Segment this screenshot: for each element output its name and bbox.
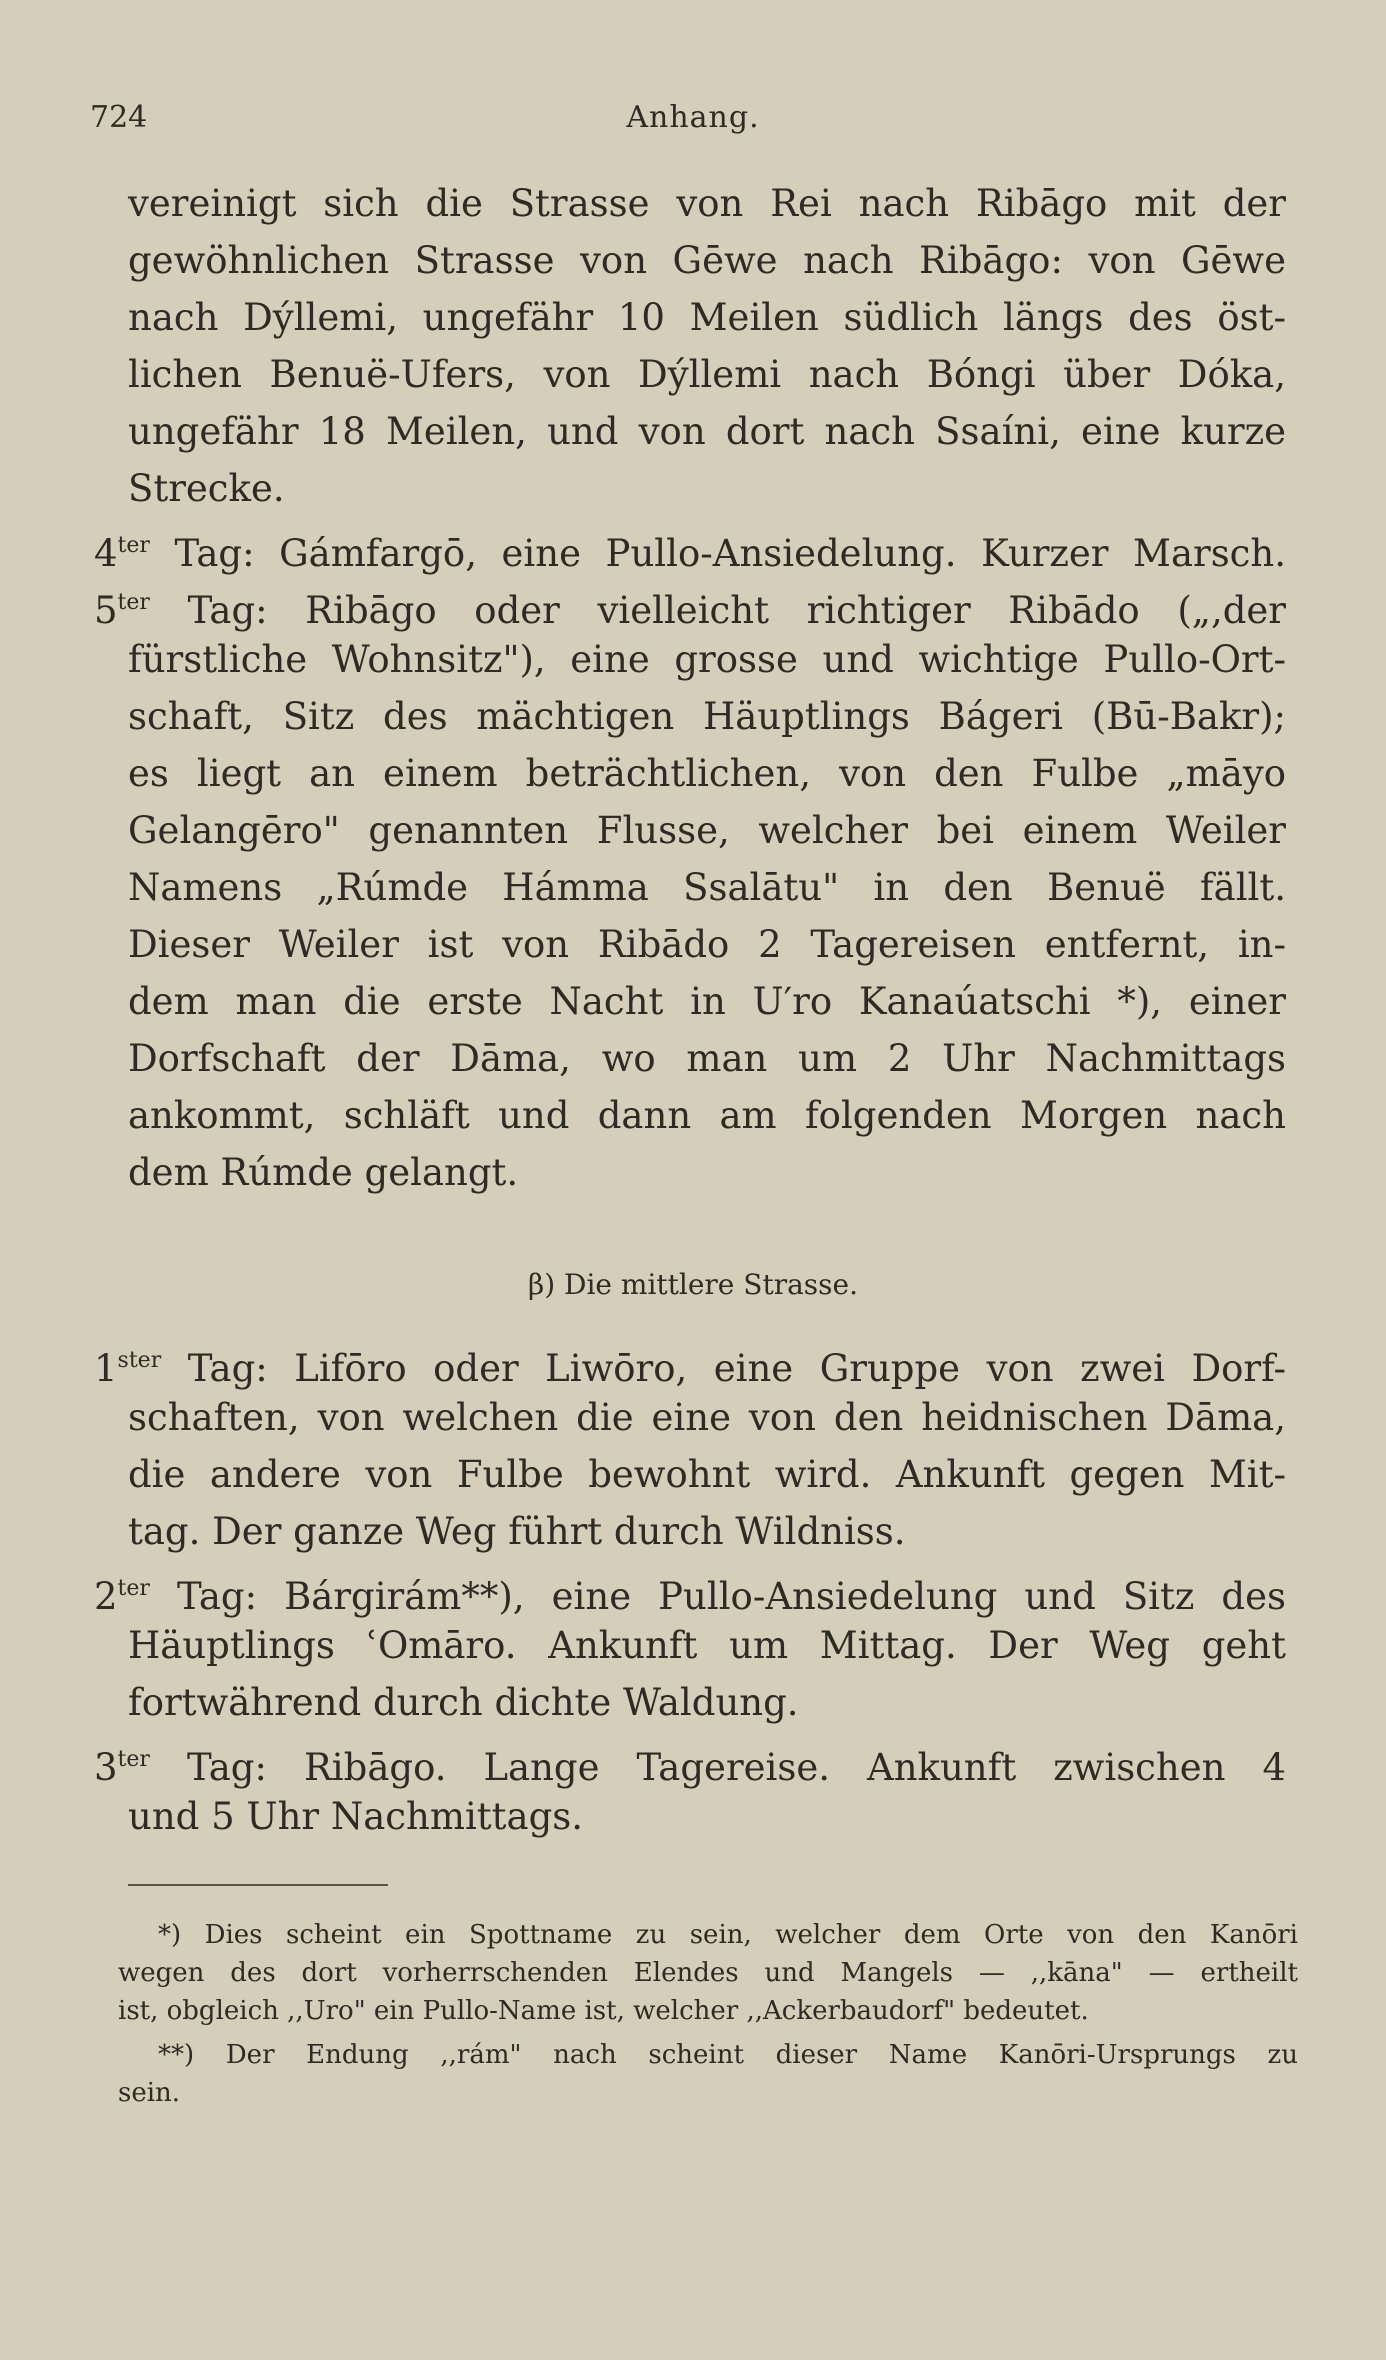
- text-line: Strecke.: [128, 467, 285, 510]
- footnote-line: ist, obgleich ,,Uro" ein Pullo-Name ist, welcher ,,Ackerbaudorf" bedeutet.: [118, 1996, 1089, 2026]
- text-line: Dieser Weiler ist von Ribādo 2 Tagereisen entfernt, in-: [128, 923, 1286, 966]
- text-line: fortwährend durch dichte Waldung.: [128, 1681, 799, 1724]
- main-text-upper: [94, 175, 1286, 1201]
- footnote-line: sein.: [118, 2078, 181, 2108]
- running-head: [90, 100, 1296, 150]
- footnote-separator: [128, 1884, 388, 1886]
- section-heading: β) Die mittlere Strasse.: [528, 1268, 858, 1301]
- text-line: Dorfschaft der Dāma, wo man um 2 Uhr Nachmittags: [128, 1037, 1286, 1080]
- text-line: und 5 Uhr Nachmittags.: [128, 1795, 584, 1838]
- footnote-2: [118, 2036, 1298, 2112]
- day-entry-5: [94, 574, 1286, 1201]
- footnote-line: *) Dies scheint ein Spottname zu sein, welcher dem Orte von den Kanōri: [158, 1920, 1298, 1950]
- text-line: schaften, von welchen die eine von den heidnischen Dāma,: [128, 1396, 1286, 1439]
- running-head-title: Anhang.: [626, 100, 760, 135]
- footnote-1: [118, 1916, 1298, 2030]
- text-line: gewöhnlichen Strasse von Gēwe nach Ribāgo: von Gēwe: [128, 239, 1286, 282]
- day-entry-1: [94, 1332, 1286, 1560]
- day-entry-4: [94, 517, 1286, 575]
- footnote-line: wegen des dort vorherrschenden Elendes und Mangels — ,,kāna" — ertheilt: [118, 1958, 1298, 1988]
- text-line: nach Dýllemi, ungefähr 10 Meilen südlich längs des öst-: [128, 296, 1286, 339]
- day-entry-2: [94, 1560, 1286, 1731]
- text-line: Gelangēro" genannten Flusse, welcher bei einem Weiler: [128, 809, 1286, 852]
- text-line: ankommt, schläft und dann am folgenden Morgen nach: [128, 1094, 1286, 1137]
- main-text-lower: [94, 1332, 1286, 1845]
- page-number: 724: [90, 100, 148, 135]
- day-number: $5^{ter}$: [94, 589, 150, 632]
- day-entry-line: $4^{ter}$ Tag: Gámfargō, eine Pullo-Ansiedelung. Kurzer Marsch.: [94, 532, 1286, 575]
- text-line: dem Rúmde gelangt.: [128, 1151, 519, 1194]
- text-line: Namens „Rúmde Hámma Ssalātu" in den Benuë fällt.: [128, 866, 1286, 909]
- day-entry-line: $2^{ter}$ Tag: Bárgirám**), eine Pullo-Ansiedelung und Sitz des: [94, 1575, 1286, 1618]
- text-line: fürstliche Wohnsitz"), eine grosse und wichtige Pullo-Ort-: [128, 638, 1286, 681]
- footnote-line: **) Der Endung ,,rám" nach scheint dieser Name Kanōri-Ursprungs zu: [158, 2040, 1298, 2070]
- text-line: es liegt an einem beträchtlichen, von den Fulbe „māyo: [128, 752, 1286, 795]
- footnotes: [118, 1916, 1298, 2112]
- text-line: die andere von Fulbe bewohnt wird. Ankunft gegen Mit-: [128, 1453, 1286, 1496]
- day-entry-line: $1^{ster}$ Tag: Lifōro oder Liwōro, eine Gruppe von zwei Dorf-: [94, 1347, 1286, 1390]
- text-line: ungefähr 18 Meilen, und von dort nach Ssaíni, eine kurze: [128, 410, 1286, 453]
- text-line: schaft, Sitz des mächtigen Häuptlings Bágeri (Bū-Bakr);: [128, 695, 1286, 738]
- day-number: $4^{ter}$: [94, 532, 150, 575]
- day-entry-line: $5^{ter}$ Tag: Ribāgo oder vielleicht richtiger Ribādo („,der: [94, 589, 1286, 632]
- day-entry-3: [94, 1731, 1286, 1845]
- day-number: $2^{ter}$: [94, 1575, 150, 1618]
- text-line: lichen Benuë-Ufers, von Dýllemi nach Bóngi über Dóka,: [128, 353, 1286, 396]
- day-number: $1^{ster}$: [94, 1347, 162, 1390]
- text-line: dem man die erste Nacht in U′ro Kanaúatschi *), einer: [128, 980, 1286, 1023]
- text-line: tag. Der ganze Weg führt durch Wildniss.: [128, 1510, 906, 1553]
- day-entry-line: $3^{ter}$ Tag: Ribāgo. Lange Tagereise. Ankunft zwischen 4: [94, 1746, 1286, 1789]
- continuation-paragraph: [128, 175, 1286, 517]
- text-line: vereinigt sich die Strasse von Rei nach Ribāgo mit der: [128, 182, 1286, 225]
- day-number: $3^{ter}$: [94, 1746, 150, 1789]
- text-line: Häuptlings ʿOmāro. Ankunft um Mittag. Der Weg geht: [128, 1624, 1286, 1667]
